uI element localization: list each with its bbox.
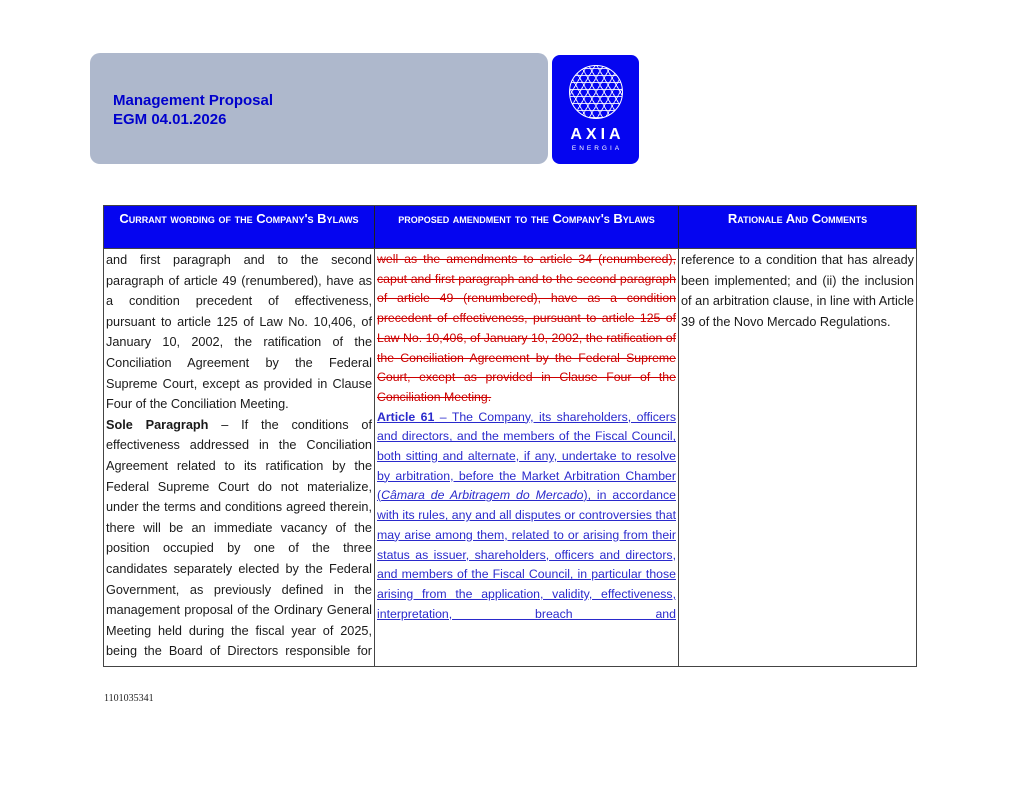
page-title-line2: EGM 04.01.2026	[113, 111, 227, 128]
header-cell-rationale: Rationale And Comments	[678, 206, 916, 248]
logo-sub-text: ENERGIA	[571, 145, 623, 152]
bylaws-comparison-table	[103, 205, 917, 667]
table-header-row	[104, 206, 916, 248]
paragraph	[106, 250, 372, 415]
geodesic-sphere-icon	[569, 65, 623, 119]
paragraph	[377, 250, 676, 408]
text-run: well as the amendments to article 34 (renumbered), caput and first paragraph and to the second paragraph of article 49 (renumbered), have as a condition precedent of effectiveness, pursuant to article 125 of Law No. 10,406, of January 10, 2002, the ratification of the Conciliation Agreement by the Federal Supreme Court, except as provided in Clause Four of the Conciliation Meeting.	[377, 252, 676, 404]
document-code: 1101035341	[104, 693, 154, 704]
header-cell-proposed-amendment: proposed amendment to the Company's Bylaws	[374, 206, 678, 248]
cell-current-wording	[104, 249, 374, 666]
header-cell-current-wording: Currant wording of the Company's Bylaws	[104, 206, 374, 248]
page-title	[113, 91, 273, 129]
table-body-row	[104, 248, 916, 666]
header-band	[90, 53, 548, 164]
paragraph	[106, 415, 372, 662]
paragraph	[681, 250, 914, 332]
page-title-line1: Management Proposal	[113, 92, 274, 109]
text-run: – The Company, its shareholders, officers and directors, and the members of the Fiscal Council, both sitting and alternate, if any, undertake to resolve by arbitration, before the Market Arbitration Chamber (	[377, 409, 677, 503]
text-run: Câmara de Arbitragem do Mercado	[381, 488, 584, 503]
text-run: ), in accordance with its rules, any and all disputes or controversies that may arise among them, related to or arising from their status as issuer, shareholders, officers and directors, and members of the Fiscal Council, in particular those arising from the application, validity, effectiveness, interpretation, breach and	[377, 488, 676, 621]
text-run: Sole Paragraph	[106, 417, 209, 432]
paragraph	[377, 408, 676, 625]
cell-proposed-amendment	[374, 249, 678, 666]
text-run: Article 61	[377, 409, 435, 424]
text-run: reference to a condition that has already been implemented; and (ii) the inclusion of an arbitration clause, in line with Article 39 of the Novo Mercado Regulations.	[681, 253, 914, 329]
text-run: and first paragraph and to the second paragraph of article 49 (renumbered), have as a condition precedent of effectiveness, pursuant to article 125 of Law No. 10,406, of January 10, 2002, the ratification of the Conciliation Agreement by the Federal Supreme Court, except as provided in Clause Four of the Conciliation Meeting.	[106, 253, 372, 412]
text-run: – If the conditions of effectiveness addressed in the Conciliation Agreement related to its ratification by the Federal Supreme Court do not materialize, under the terms and conditions agreed therein, there will be an immediate vacancy of the position occupied by one of the three candidates separately elected by the Federal Government, as previously defined in the management proposal of the Ordinary General Meeting held during the fiscal year of 2025, being the Board of Directors responsible for	[106, 417, 372, 659]
logo-brand-text: AXIA	[570, 126, 625, 143]
company-logo	[552, 55, 639, 164]
cell-rationale	[678, 249, 916, 666]
